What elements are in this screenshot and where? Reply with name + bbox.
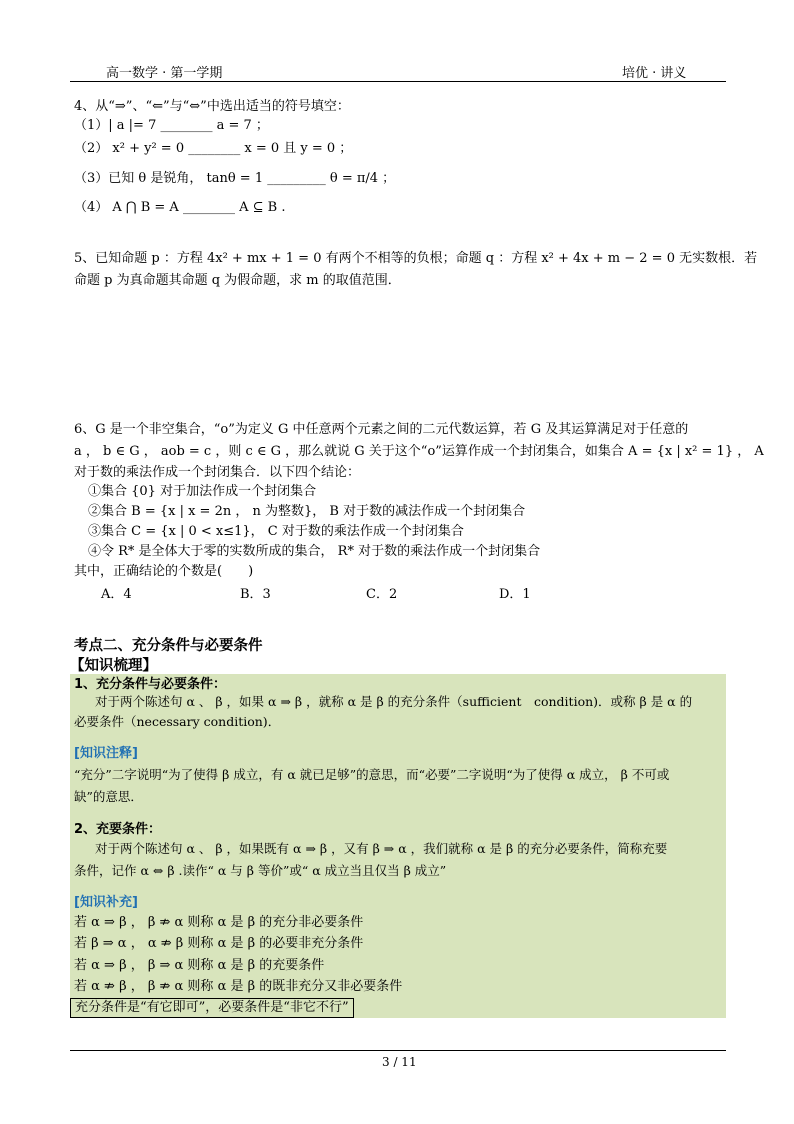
- supplement-line-1: 若 α ⇒ β ， β ⇏ α 则称 α 是 β 的充分非必要条件: [74, 915, 364, 930]
- q6-option-a: A．4: [101, 587, 132, 602]
- q6-conclusion-1: ①集合 {0} 对于加法作成一个封闭集合: [88, 484, 317, 499]
- q6-option-c: C．2: [366, 587, 398, 602]
- q6-line-1: 6、G 是一个非空集合，“o”为定义 G 中任意两个元素之间的二元代数运算，若 G 及其运算满足对于任意的: [74, 422, 689, 437]
- q5-line-2: 命题 p 为真命题其命题 q 为假命题，求 m 的取值范围．: [74, 273, 401, 288]
- q6-line-3: 对于数的乘法作成一个封闭集合．以下四个结论：: [74, 465, 361, 480]
- q6-conclusion-4: ④令 R* 是全体大于零的实数所成的集合， R* 对于数的乘法作成一个封闭集合: [88, 544, 541, 559]
- note-title: [知识注释]: [74, 746, 138, 761]
- p1-line-2: 必要条件（necessary condition)．: [74, 714, 281, 729]
- q4-item-2: （2） x² + y² = 0 ________ x = 0 且 y = 0 ；: [74, 141, 353, 156]
- page-number: 3 / 11: [382, 1055, 417, 1069]
- header-left: 高一数学 · 第一学期: [106, 66, 223, 81]
- q4-item-1: （1）| a |= 7 ________ a = 7 ；: [74, 118, 269, 133]
- q6-ask: 其中，正确结论的个数是( ): [74, 564, 254, 579]
- footer-rule: [70, 1050, 726, 1051]
- q6-option-d: D．1: [499, 587, 531, 602]
- q4-item-4: （4） A ⋂ B = A ________ A ⊆ B .: [74, 200, 286, 215]
- p2-title: 2、充要条件：: [74, 822, 162, 837]
- q6-conclusion-3: ③集合 C = {x | 0 < x≤1}， C 对于数的乘法作成一个封闭集合: [88, 524, 464, 539]
- header-rule: [70, 81, 726, 82]
- q6-conclusion-2: ②集合 B = {x | x = 2n ， n 为整数}， B 对于数的减法作成一个封闭集合: [88, 504, 526, 519]
- header-right: 培优 · 讲义: [622, 66, 687, 81]
- p2-line-1: 对于两个陈述句 α 、 β ，如果既有 α ⇒ β ，又有 β ⇒ α ，我们就称 α 是 β 的充分必要条件，简称充要: [95, 841, 668, 856]
- supplement-title: [知识补充]: [74, 895, 138, 910]
- q5-line-1: 5、已知命题 p ：方程 4x² + mx + 1 = 0 有两个不相等的负根；命题 q ：方程 x² + 4x + m − 2 = 0 无实数根．若: [74, 251, 758, 266]
- p1-title: 1、充分条件与必要条件：: [74, 677, 227, 692]
- section-title: 考点二、充分条件与必要条件: [74, 638, 263, 654]
- supplement-line-2: 若 β ⇒ α ， α ⇏ β 则称 α 是 β 的必要非充分条件: [74, 936, 364, 951]
- q4-item-3: （3）已知 θ 是锐角， tanθ = 1 _________ θ = π/4 ；: [74, 171, 396, 186]
- supplement-line-3: 若 α ⇒ β ， β ⇒ α 则称 α 是 β 的充要条件: [74, 958, 325, 973]
- boxed-summary: 充分条件是“有它即可”，必要条件是“非它不行”: [70, 998, 354, 1018]
- note-line-1: “充分”二字说明“为了使得 β 成立，有 α 就已足够”的意思，而“必要”二字说明“为了使得 α 成立， β 不可或: [74, 767, 670, 782]
- q6-line-2: a ， b ∈ G ， aob = c ，则 c ∈ G ，那么就说 G 关于这个“o”运算作成一个封闭集合，如集合 A = {x | x² = 1} ， A: [74, 444, 764, 459]
- p2-line-2: 条件，记作 α ⇔ β .读作“ α 与 β 等价”或“ α 成立当且仅当 β 成立”: [74, 863, 447, 878]
- q6-option-b: B．3: [240, 587, 271, 602]
- q4-stem: 4、从“⇒”、“⇐”与“⇔”中选出适当的符号填空：: [74, 99, 350, 114]
- section-subtitle: 【知识梳理】: [70, 658, 157, 674]
- note-line-2: 缺”的意思．: [74, 789, 143, 804]
- p1-line-1: 对于两个陈述句 α 、 β ，如果 α ⇒ β ，就称 α 是 β 的充分条件（sufficient condition)．或称 β 是 α 的: [95, 694, 693, 709]
- supplement-line-4: 若 α ⇏ β ， β ⇏ α 则称 α 是 β 的既非充分又非必要条件: [74, 979, 403, 994]
